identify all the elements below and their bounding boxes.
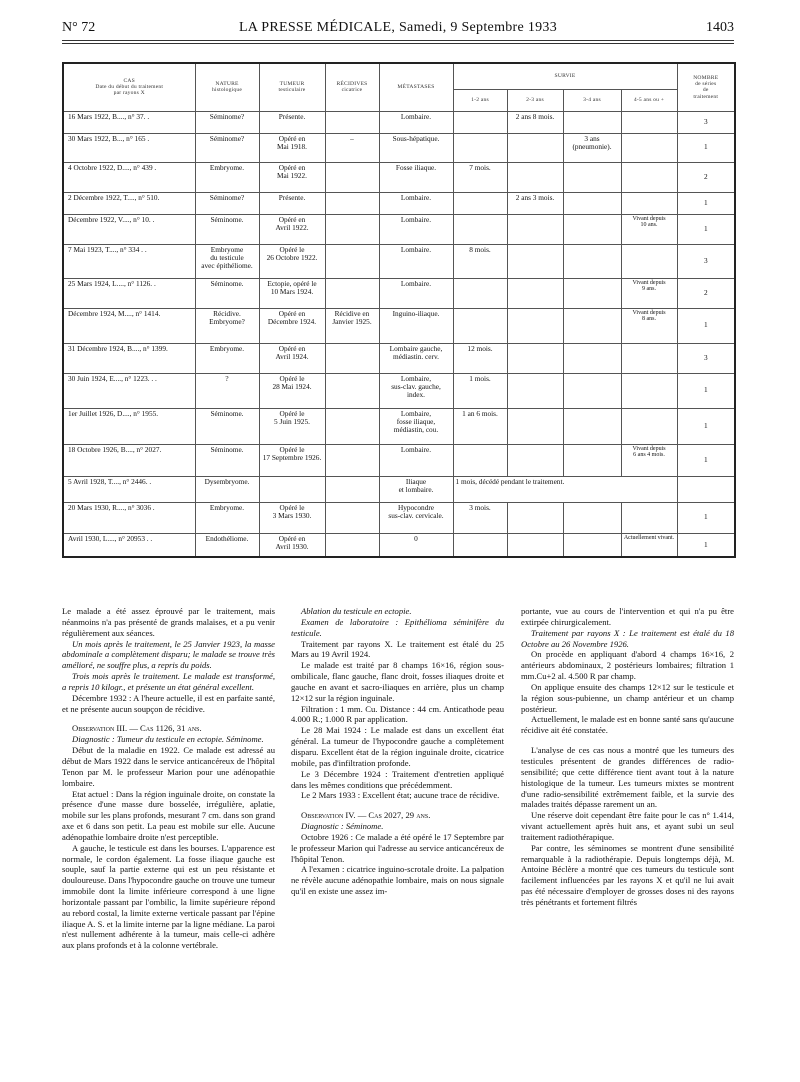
cell-survie-2	[507, 343, 563, 373]
cell-survie-3	[563, 244, 621, 278]
cell-survie-4	[621, 111, 677, 133]
cell-nature: Séminome.	[195, 278, 259, 308]
cell-survie-2	[507, 502, 563, 533]
diagnostic-line: Diagnostic : Tumeur du testicule en ectopie. Séminome.	[72, 734, 264, 745]
observation-heading: Observation IV. — Cas 2027, 29 ans.	[301, 810, 431, 821]
cell-nature: Séminome.	[195, 214, 259, 244]
cell-survie-1: 3 mois.	[453, 502, 507, 533]
cell-survie-3	[563, 533, 621, 557]
cell-cas: 20 Mars 1930, R...., n° 3036 .	[63, 502, 195, 533]
cell-recidive: Récidive en Janvier 1925.	[325, 308, 379, 343]
cell-tumeur: Ectopie, opéré le 10 Mars 1924.	[259, 278, 325, 308]
cell-recidive	[325, 192, 379, 214]
paragraph: Une réserve doit cependant être faite pour le cas n° 1.414, vivant actuellement après huit ans, et ayant subi un seul traitement radiothérapique.	[521, 810, 734, 842]
cell-nature: Dysembryome.	[195, 476, 259, 502]
cell-survie-1	[453, 278, 507, 308]
cell-survie-4	[621, 408, 677, 444]
table-row	[63, 408, 735, 444]
cell-nature: Embryome.	[195, 502, 259, 533]
table-row	[63, 343, 735, 373]
cell-tumeur: Opéré en Avril 1924.	[259, 343, 325, 373]
cell-nature: Séminome?	[195, 192, 259, 214]
cell-metastases: Lombaire gauche, médiastin. cerv.	[379, 343, 453, 373]
cell-metastases: Lombaire, fosse iliaque, médiastin, cou.	[379, 408, 453, 444]
cell-survie-2	[507, 244, 563, 278]
cell-tumeur: Opéré en Mai 1918.	[259, 133, 325, 162]
cell-recidive: –	[325, 133, 379, 162]
cell-survie-4	[621, 502, 677, 533]
cell-survie-3	[563, 502, 621, 533]
cell-survie-3	[563, 162, 621, 192]
cell-recidive	[325, 111, 379, 133]
cell-tumeur: Présente.	[259, 192, 325, 214]
page-number: 1403	[706, 20, 734, 35]
cell-cas: Décembre 1924, M...., n° 1414.	[63, 308, 195, 343]
cell-survie-1	[453, 192, 507, 214]
cell-survie-2	[507, 308, 563, 343]
cell-survie-4	[621, 133, 677, 162]
cell-survie-4: Vivant depuis 6 ans 4 mois.	[621, 444, 677, 476]
paragraph: Décembre 1932 : A l'heure actuelle, il est en parfaite santé, et ne présente aucun soupçon de récidive.	[62, 692, 275, 714]
cell-tumeur: Opéré en Avril 1930.	[259, 533, 325, 557]
cell-cas: 5 Avril 1928, T...., n° 2446. .	[63, 476, 195, 502]
table-row	[63, 111, 735, 133]
table-row	[63, 373, 735, 408]
table-row	[63, 308, 735, 343]
cell-survie-1	[453, 214, 507, 244]
cell-recidive	[325, 533, 379, 557]
paragraph: Le malade a été assez éprouvé par le traitement, mais néanmoins n'a pas présenté de grands malaises, et a pu venir régulièrement aux séances.	[62, 606, 275, 638]
paragraph: Etat actuel : Dans la région inguinale droite, on constate la présence d'une masse dure bosselée, irrégulière, aplatie, mobile sur les plans profonds, mesurant 7 cm. dans son grand axe et 6 dans son petit. La peau est mobile sur elle. Aucune adénopathie lombaire droite n'est perceptible.	[62, 788, 275, 842]
cell-cas: 25 Mars 1924, L...., n° 1126. .	[63, 278, 195, 308]
cell-cas: Décembre 1922, V...., n° 10. .	[63, 214, 195, 244]
cell-cas: 4 Octobre 1922, D...., n° 439 .	[63, 162, 195, 192]
cell-nombre: 1	[677, 133, 735, 162]
cell-metastases: Lombaire, sus-clav. gauche, index.	[379, 373, 453, 408]
header-cas: CAS Date du début du traitement par rayons X	[63, 63, 195, 111]
paragraph: Le 3 Décembre 1924 : Traitement d'entretien appliqué dans les mêmes conditions que précédemment.	[291, 768, 504, 790]
cell-survie-4: Vivant depuis 8 ans.	[621, 308, 677, 343]
cell-nombre: 1	[677, 408, 735, 444]
cell-survie-3	[563, 343, 621, 373]
cell-survie-1	[453, 533, 507, 557]
paragraph: Le malade est traité par 8 champs 16×16, région sous-ombilicale, flanc gauche, flanc droit, fosses iliaques droite et gauche en avant et sacro-iliaques en arrière, plus un champ 12×12 sur la région inguinale.	[291, 660, 504, 703]
cell-survie-2	[507, 444, 563, 476]
cell-survie-1: 12 mois.	[453, 343, 507, 373]
cell-recidive	[325, 476, 379, 502]
cell-survie-4	[621, 244, 677, 278]
paragraph: A gauche, le testicule est dans les bourses. L'apparence est normale, le cordon également. La fosse iliaque gauche est souple, sauf la partie externe qui est un peu résistante et douloureuse. Dans l'hypocondre gauche on trouve une tumeur immobile dont la limite inférieure correspond à une ligne horizontale passant par l'ombilic, la limite supérieure répond au rebord costal, la limite externe verticale passant par l'épine iliaque A. S. et la limite interne par la ligne médiane. La paroi n'est nullement adhérente à la tumeur, mais celle-ci adhère aux plans profonds et à la colonne vertébrale.	[62, 842, 275, 951]
paragraph: portante, vue au cours de l'intervention et qui n'a pu être extirpée chirurgicalement.	[521, 606, 734, 627]
cell-survie-1	[453, 133, 507, 162]
cell-metastases: Lombaire.	[379, 244, 453, 278]
header-survie-3: 3-4 ans	[563, 89, 621, 111]
paragraph: Traitement par rayons X. Le traitement est étalé du 25 Mars au 19 Avril 1924.	[291, 638, 504, 660]
cell-nature: Embryome.	[195, 343, 259, 373]
table-row	[63, 533, 735, 557]
table-row	[63, 133, 735, 162]
cases-table	[62, 62, 736, 558]
cell-nombre: 3	[677, 244, 735, 278]
cell-nombre: 2	[677, 162, 735, 192]
paragraph: Le 2 Mars 1933 : Excellent état; aucune trace de récidive.	[301, 790, 500, 801]
cell-recidive	[325, 502, 379, 533]
cell-nombre: 3	[677, 111, 735, 133]
cell-nombre: 1	[677, 308, 735, 343]
cell-recidive	[325, 214, 379, 244]
cell-metastases: Fosse iliaque.	[379, 162, 453, 192]
paragraph: On applique ensuite des champs 12×12 sur le testicule et la région sous-pubienne, un champ antérieur et un champ postérieur.	[521, 681, 734, 714]
cell-tumeur: Opéré en Décembre 1924.	[259, 308, 325, 343]
cell-survie-4: Vivant depuis 9 ans.	[621, 278, 677, 308]
header-nombre: NOMBRE de séries de traitement	[677, 63, 735, 111]
page-header	[62, 20, 734, 40]
cell-metastases: Lombaire.	[379, 214, 453, 244]
header-survie-1: 1-2 ans	[453, 89, 507, 111]
cell-nombre: 1	[677, 373, 735, 408]
paragraph: A l'examen : cicatrice inguino-scrotale droite. La palpation ne révèle aucune adénopathie lombaire, mais on nous signale qu'il en existe une assez im-	[291, 864, 504, 897]
cell-survie-3	[563, 308, 621, 343]
cell-survie-3	[563, 111, 621, 133]
paragraph: Filtration : 1 mm. Cu. Distance : 44 cm. Anticathode peau 4.000 R.; 1.000 R par application.	[291, 703, 504, 725]
paragraph: Un mois après le traitement, le 25 Janvier 1923, la masse abdominale a complètement disparu; le malade se trouve très amélioré, ne souffre plus, a repris du poids.	[62, 638, 275, 671]
cell-cas: 18 Octobre 1926, B...., n° 2027.	[63, 444, 195, 476]
header-rule-2	[62, 43, 734, 44]
cell-recidive	[325, 244, 379, 278]
cell-tumeur: Opéré le 28 Mai 1924.	[259, 373, 325, 408]
journal-title: LA PRESSE MÉDICALE, Samedi, 9 Septembre 1933	[238, 20, 558, 35]
text-column-3	[521, 606, 734, 908]
cell-survie-1: 1 mois.	[453, 373, 507, 408]
cell-survie-2	[507, 373, 563, 408]
cell-cas: 30 Mars 1922, B..., n° 165 .	[63, 133, 195, 162]
cell-survie-3	[563, 373, 621, 408]
cell-tumeur: Opéré le 17 Septembre 1926.	[259, 444, 325, 476]
cell-recidive	[325, 444, 379, 476]
cell-survie-1	[453, 111, 507, 133]
cell-nombre: 1	[677, 192, 735, 214]
cell-survie-2	[507, 408, 563, 444]
cell-nombre	[677, 476, 735, 502]
cell-nature: ?	[195, 373, 259, 408]
cell-nature: Séminome?	[195, 133, 259, 162]
diagnostic-line: Diagnostic : Séminome.	[301, 821, 384, 832]
paragraph: Début de la maladie en 1922. Ce malade est adressé au début de Mars 1922 dans le service anticancéreux de l'hôpital Tenon par M. le professeur Marion pour une adénopathie lombaire.	[62, 745, 275, 788]
cell-nombre: 3	[677, 343, 735, 373]
cell-metastases: Hypocondre sus-clav. cervicale.	[379, 502, 453, 533]
cell-survie-2: 2 ans 3 mois.	[507, 192, 563, 214]
table-row	[63, 244, 735, 278]
cell-cas: 31 Décembre 1924, B...., n° 1399.	[63, 343, 195, 373]
cell-survie-span: 1 mois, décédé pendant le traitement.	[453, 476, 677, 502]
cell-nature: Séminome.	[195, 444, 259, 476]
table-row	[63, 192, 735, 214]
cell-nombre: 1	[677, 502, 735, 533]
cell-nombre: 1	[677, 214, 735, 244]
cell-survie-1: 1 an 6 mois.	[453, 408, 507, 444]
cell-tumeur: Opéré en Mai 1922.	[259, 162, 325, 192]
header-tumeur: TUMEUR testiculaire	[259, 63, 325, 111]
table-row	[63, 278, 735, 308]
paragraph: Octobre 1926 : Ce malade a été opéré le 17 Septembre par le professeur Marion qui l'adresse au service anticancéreux de l'hôpital Tenon.	[291, 831, 504, 864]
cell-survie-3: 3 ans (pneumonie).	[563, 133, 621, 162]
cell-survie-4	[621, 162, 677, 192]
table-row	[63, 214, 735, 244]
cell-survie-1	[453, 444, 507, 476]
cell-tumeur	[259, 476, 325, 502]
header-rule	[62, 40, 734, 41]
cell-recidive	[325, 278, 379, 308]
cell-tumeur: Opéré en Avril 1922.	[259, 214, 325, 244]
text-column-1	[62, 606, 275, 951]
cell-nature: Séminome?	[195, 111, 259, 133]
cell-nombre: 1	[677, 533, 735, 557]
issue-number: N° 72	[62, 20, 96, 35]
cell-survie-2	[507, 533, 563, 557]
cell-survie-2	[507, 278, 563, 308]
cell-cas: 1er Juillet 1926, D...., n° 1955.	[63, 408, 195, 444]
cell-survie-4	[621, 192, 677, 214]
cell-metastases: Sous-hépatique.	[379, 133, 453, 162]
header-survie-4: 4-5 ans ou +	[621, 89, 677, 111]
paragraph: On procède en appliquant d'abord 4 champs 16×16, 2 antérieurs abdominaux, 2 postérieurs lombaires; filtration 1 mm.Cu+2 al. 4.500 R par champ.	[521, 649, 734, 682]
header-survie: SURVIE	[453, 63, 677, 89]
cell-metastases: Lombaire.	[379, 192, 453, 214]
cell-survie-4: Vivant depuis 10 ans.	[621, 214, 677, 244]
cell-survie-2	[507, 214, 563, 244]
cell-cas: Avril 1930, L...., n° 20953 . .	[63, 533, 195, 557]
table-row	[63, 162, 735, 192]
cell-survie-4	[621, 373, 677, 408]
cell-survie-2	[507, 162, 563, 192]
cell-survie-4: Actuellement vivant.	[621, 533, 677, 557]
cell-cas: 30 Juin 1924, E...., n° 1223. . .	[63, 373, 195, 408]
cell-cas: 16 Mars 1922, B...., n° 37. .	[63, 111, 195, 133]
paragraph: Traitement par rayons X : Le traitement est étalé du 18 Octobre au 26 Novembre 1926.	[521, 627, 734, 649]
cell-nature: Séminome.	[195, 408, 259, 444]
table-row	[63, 476, 735, 502]
cell-recidive	[325, 162, 379, 192]
cell-recidive	[325, 373, 379, 408]
cell-cas: 2 Décembre 1922, T...., n° 510.	[63, 192, 195, 214]
cell-survie-3	[563, 192, 621, 214]
cell-nature: Embryome du testicule avec épithéliome.	[195, 244, 259, 278]
cell-nature: Endothéliome.	[195, 533, 259, 557]
cell-recidive	[325, 408, 379, 444]
paragraph: Ablation du testicule en ectopie.	[301, 606, 412, 616]
cell-metastases: 0	[379, 533, 453, 557]
cell-survie-1: 8 mois.	[453, 244, 507, 278]
table-row	[63, 502, 735, 533]
cell-tumeur: Opéré le 5 Juin 1925.	[259, 408, 325, 444]
table-row	[63, 444, 735, 476]
cell-cas: 7 Mai 1923, T...., n° 334 . .	[63, 244, 195, 278]
paragraph: Par contre, les séminomes se montrent d'une sensibilité remarquable à la radiothérapie. Depuis longtemps déjà, M. Antoine Béclère a montré que ces tumeurs du testicule sont facilement influencées par les rayons X et qu'il ne lui avait pas été nécessaire d'employer de grosses doses ni des rayons très pénétrants et fortement filtrés	[521, 842, 734, 907]
cell-tumeur: Opéré le 26 Octobre 1922.	[259, 244, 325, 278]
cell-survie-1: 7 mois.	[453, 162, 507, 192]
cell-survie-4	[621, 343, 677, 373]
cell-nature: Embryome.	[195, 162, 259, 192]
paragraph: Trois mois après le traitement. Le malade est transformé, a repris 10 kilogr., et présente un état général excellent.	[62, 671, 275, 692]
cell-metastases: Lombaire.	[379, 444, 453, 476]
cell-metastases: Lombaire.	[379, 278, 453, 308]
cell-survie-3	[563, 408, 621, 444]
cell-nature: Récidive. Embryome?	[195, 308, 259, 343]
header-metastases: MÉTASTASES	[379, 63, 453, 111]
cell-metastases: Iliaque et lombaire.	[379, 476, 453, 502]
cell-tumeur: Opéré le 3 Mars 1930.	[259, 502, 325, 533]
paragraph: Le 28 Mai 1924 : Le malade est dans un excellent état général. La tumeur de l'hypocondre gauche a complètement disparu. Excellent état de la région inguinale droite, cicatrice mobile, pas d'infiltration profonde.	[291, 725, 504, 768]
paragraph: Examen de laboratoire : Epithélioma séminifère du testicule.	[291, 616, 504, 638]
cell-tumeur: Présente.	[259, 111, 325, 133]
cell-survie-2	[507, 133, 563, 162]
cell-survie-3	[563, 278, 621, 308]
observation-heading: Observation III. — Cas 1126, 31 ans.	[72, 723, 202, 734]
header-survie-2: 2-3 ans	[507, 89, 563, 111]
cell-nombre: 1	[677, 444, 735, 476]
cell-survie-2: 2 ans 8 mois.	[507, 111, 563, 133]
cell-metastases: Inguino-iliaque.	[379, 308, 453, 343]
header-nature: NATURE histologique	[195, 63, 259, 111]
cell-survie-3	[563, 214, 621, 244]
cell-survie-3	[563, 444, 621, 476]
paragraph: L'analyse de ces cas nous a montré que les tumeurs des testicules présentent de grandes différences de radio-sensibilité; que cette différence tient avant tout à la nature histologique de la tumeur. Les tumeurs mixtes se montrent d'une radio-sensibilité extrêmement faible, et la survie des malades traités dépasse rarement un an.	[521, 745, 734, 810]
cell-survie-1	[453, 308, 507, 343]
text-column-2	[291, 606, 504, 897]
paragraph: Actuellement, le malade est en bonne santé sans qu'aucune récidive ait été constatée.	[521, 714, 734, 736]
cell-recidive	[325, 343, 379, 373]
cell-metastases: Lombaire.	[379, 111, 453, 133]
cell-nombre: 2	[677, 278, 735, 308]
header-recidives: RÉCIDIVES cicatrice	[325, 63, 379, 111]
